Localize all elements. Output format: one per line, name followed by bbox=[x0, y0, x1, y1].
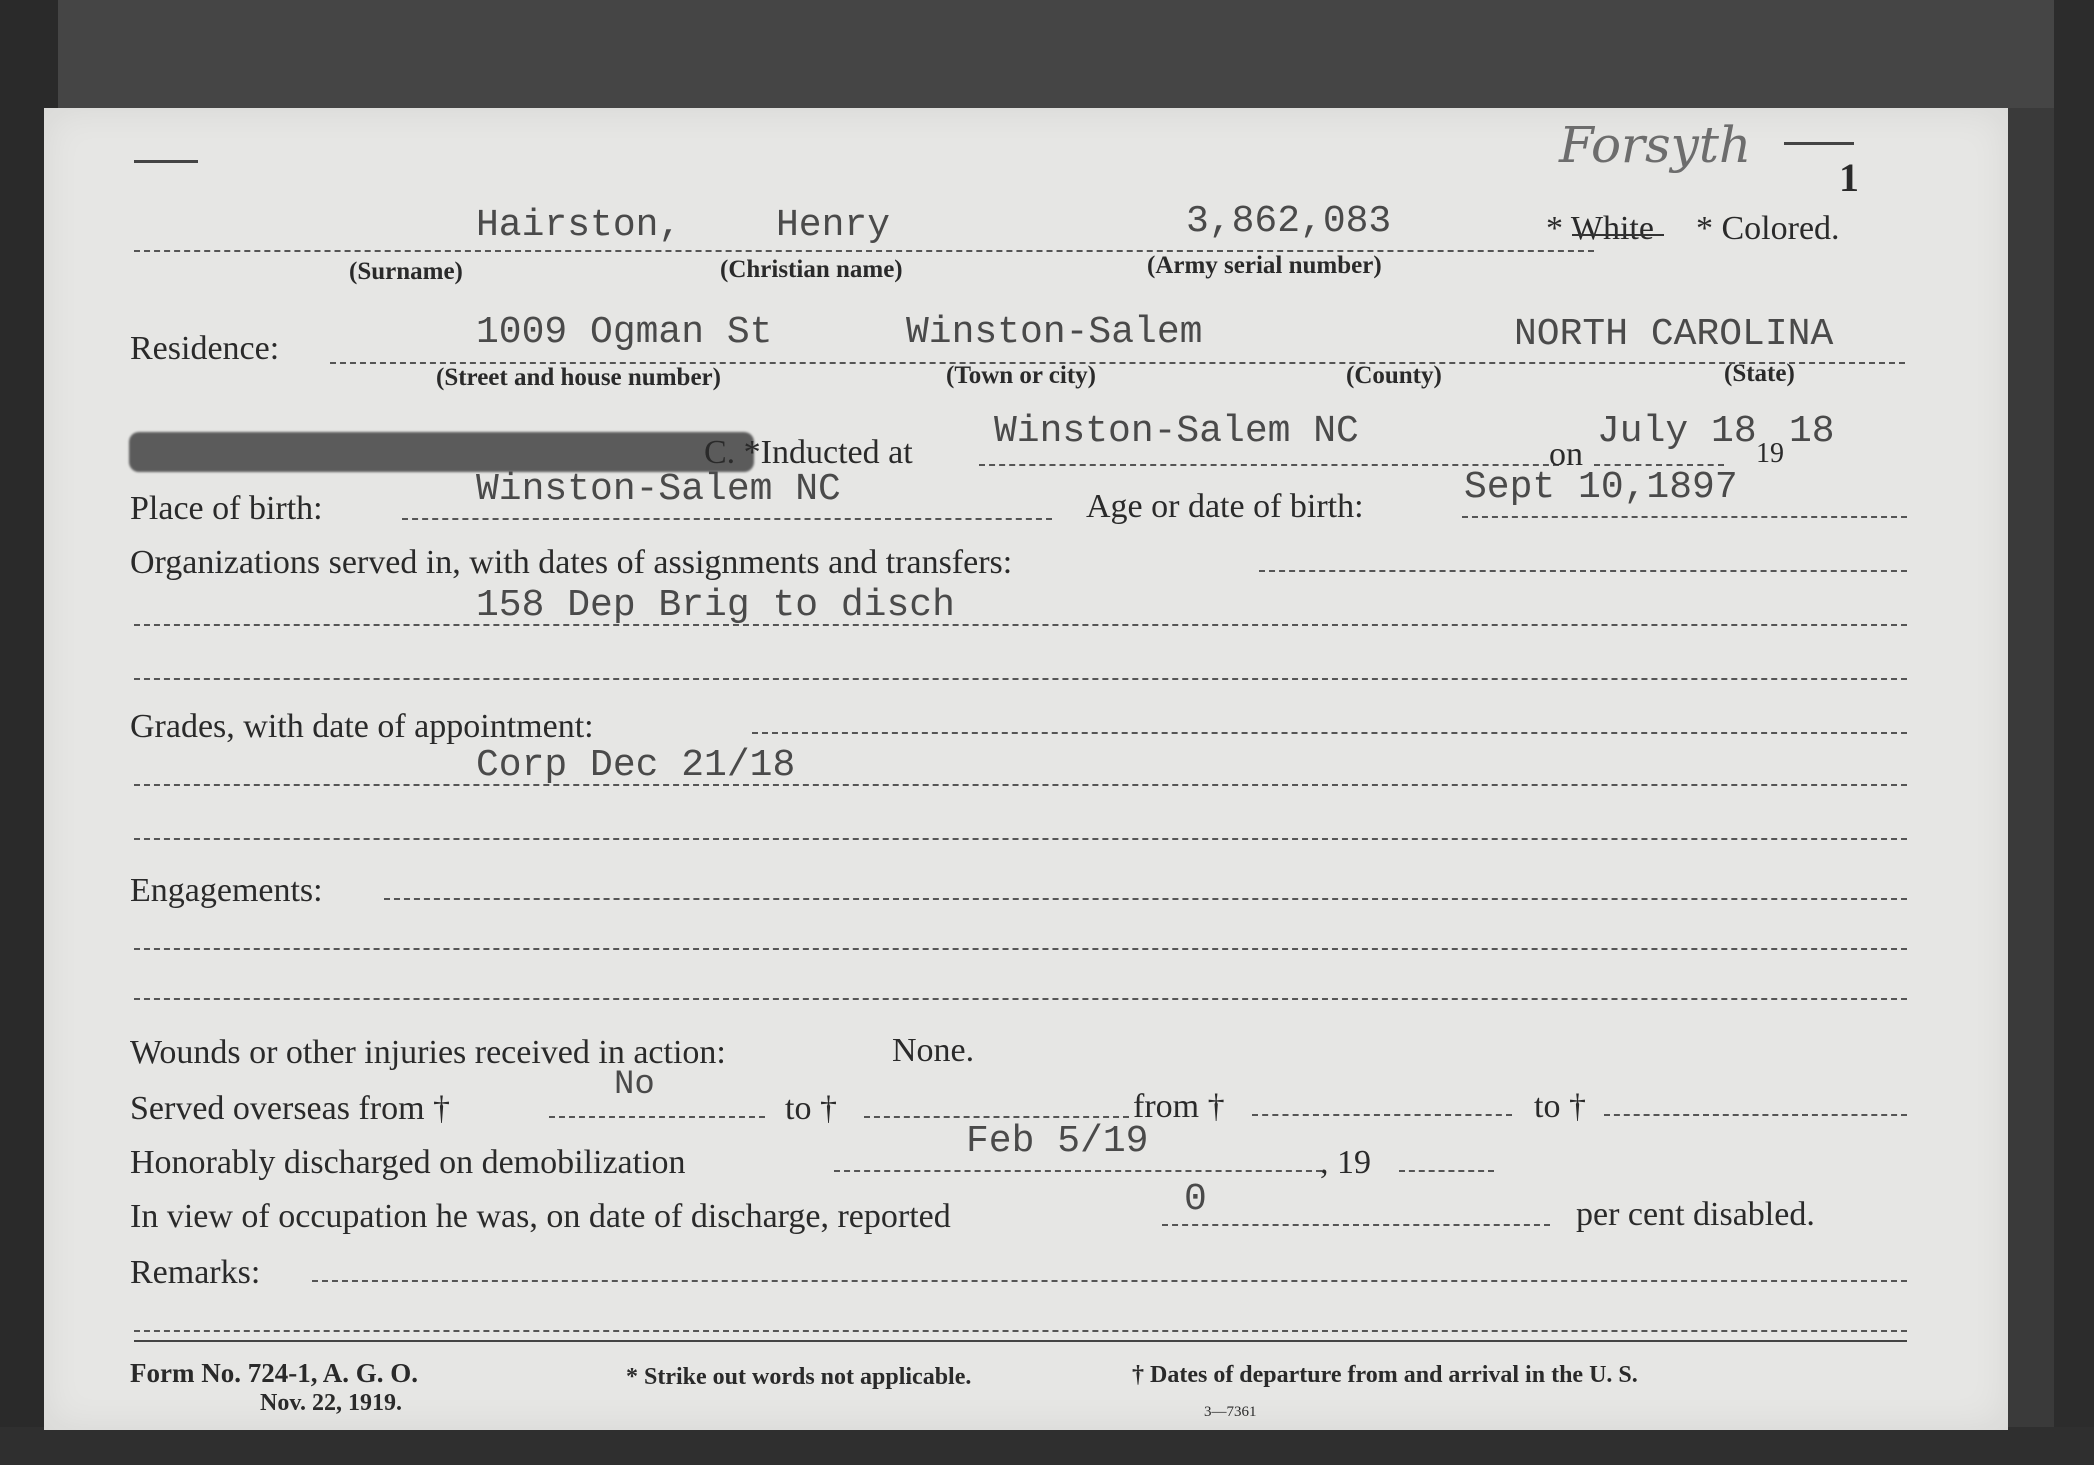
disability-line bbox=[1162, 1224, 1550, 1226]
discharge-year-line bbox=[1399, 1170, 1494, 1172]
service-record-card bbox=[44, 108, 2008, 1430]
top-left-dash bbox=[134, 160, 198, 163]
card-number: 1 bbox=[1839, 155, 1859, 200]
induction-year-value: 18 bbox=[1789, 410, 1835, 453]
overseas-to-label: to † bbox=[785, 1090, 837, 1127]
inducted-at-value: Winston-Salem NC bbox=[994, 410, 1359, 453]
birth-date-label: Age or date of birth: bbox=[1086, 488, 1364, 525]
overseas-from2-line bbox=[1252, 1114, 1512, 1116]
county-caption: (County) bbox=[1346, 362, 1442, 389]
discharge-line bbox=[834, 1170, 1322, 1172]
printer-mark: 3—7361 bbox=[1204, 1404, 1257, 1420]
remarks-line-2 bbox=[134, 1330, 1907, 1332]
grades-line-2 bbox=[134, 784, 1907, 786]
organizations-line-1 bbox=[1259, 570, 1907, 572]
birth-date-value: Sept 10,1897 bbox=[1464, 466, 1738, 509]
grades-label: Grades, with date of appointment: bbox=[130, 708, 594, 745]
organizations-line-3 bbox=[134, 678, 1907, 680]
street-value: 1009 Ogman St bbox=[476, 311, 773, 354]
town-caption: (Town or city) bbox=[946, 362, 1096, 389]
remarks-label: Remarks: bbox=[130, 1254, 261, 1291]
discharge-date-value: Feb 5/19 bbox=[966, 1120, 1149, 1163]
town-value: Winston-Salem bbox=[906, 311, 1203, 354]
serial-number-value: 3,862,083 bbox=[1186, 200, 1392, 243]
overseas-value: No bbox=[614, 1066, 655, 1104]
grades-line-3 bbox=[134, 838, 1907, 840]
wounds-value: None. bbox=[892, 1032, 975, 1069]
year-prefix: 19 bbox=[1756, 438, 1784, 469]
birth-date-line bbox=[1462, 516, 1907, 518]
wounds-label: Wounds or other injuries received in action: bbox=[130, 1034, 726, 1071]
overseas-to2-line bbox=[1604, 1114, 1907, 1116]
overseas-from-line bbox=[549, 1116, 765, 1118]
card-number-rule bbox=[1784, 142, 1854, 145]
state-caption: (State) bbox=[1724, 360, 1795, 387]
organizations-label: Organizations served in, with dates of assignments and transfers: bbox=[130, 544, 1013, 581]
redaction-smudge bbox=[129, 432, 754, 472]
form-number: Form No. 724-1, A. G. O. bbox=[130, 1358, 418, 1388]
discharge-year-label: , 19 bbox=[1320, 1144, 1371, 1181]
overseas-from2-label: from † bbox=[1133, 1088, 1225, 1125]
state-value: NORTH CAROLINA bbox=[1514, 313, 1834, 356]
served-overseas-label: Served overseas from † bbox=[130, 1090, 451, 1127]
dates-note: † Dates of departure from and arrival in the U. S. bbox=[1132, 1362, 1638, 1388]
surname-caption: (Surname) bbox=[349, 258, 463, 285]
footer-rule bbox=[134, 1340, 1907, 1342]
organizations-line-2 bbox=[134, 624, 1907, 626]
white-strikethrough bbox=[1572, 234, 1664, 236]
strike-out-note: * Strike out words not applicable. bbox=[626, 1364, 972, 1390]
overseas-to2-label: to † bbox=[1534, 1088, 1586, 1125]
inducted-at-label: C. *Inducted at bbox=[704, 434, 913, 471]
remarks-line-1 bbox=[312, 1280, 1907, 1282]
on-label: on bbox=[1549, 436, 1583, 473]
scan-background-bottom bbox=[0, 1427, 2094, 1465]
overseas-to-line bbox=[864, 1116, 1129, 1118]
engagements-line-3 bbox=[134, 998, 1907, 1000]
engagements-line-2 bbox=[134, 948, 1907, 950]
engagements-line-1 bbox=[384, 898, 1907, 900]
county-annotation: Forsyth bbox=[1559, 116, 1752, 174]
organizations-value: 158 Dep Brig to disch bbox=[476, 584, 955, 627]
induction-date-value: July 18 bbox=[1597, 410, 1757, 453]
discharge-label: Honorably discharged on demobilization bbox=[130, 1144, 686, 1181]
place-of-birth-line bbox=[402, 518, 1052, 520]
disability-label: In view of occupation he was, on date of discharge, reported bbox=[130, 1198, 951, 1235]
grades-value: Corp Dec 21/18 bbox=[476, 744, 796, 787]
christian-name-value: Henry bbox=[776, 204, 891, 247]
place-of-birth-value: Winston-Salem NC bbox=[476, 468, 841, 511]
disability-suffix: per cent disabled. bbox=[1576, 1196, 1815, 1233]
christian-name-caption: (Christian name) bbox=[720, 256, 903, 283]
scan-background-top bbox=[0, 0, 2094, 108]
surname-value: Hairston, bbox=[476, 204, 682, 247]
engagements-label: Engagements: bbox=[130, 872, 323, 909]
race-colored-label: * Colored. bbox=[1696, 210, 1840, 247]
serial-number-caption: (Army serial number) bbox=[1147, 252, 1382, 279]
disability-value: 0 bbox=[1184, 1178, 1207, 1221]
race-white-label: * White bbox=[1546, 210, 1654, 247]
form-date: Nov. 22, 1919. bbox=[260, 1390, 403, 1416]
residence-label: Residence: bbox=[130, 330, 280, 367]
street-caption: (Street and house number) bbox=[436, 364, 721, 391]
scan-background-right bbox=[2054, 0, 2094, 1465]
grades-line-1 bbox=[752, 732, 1907, 734]
place-of-birth-label: Place of birth: bbox=[130, 490, 323, 527]
